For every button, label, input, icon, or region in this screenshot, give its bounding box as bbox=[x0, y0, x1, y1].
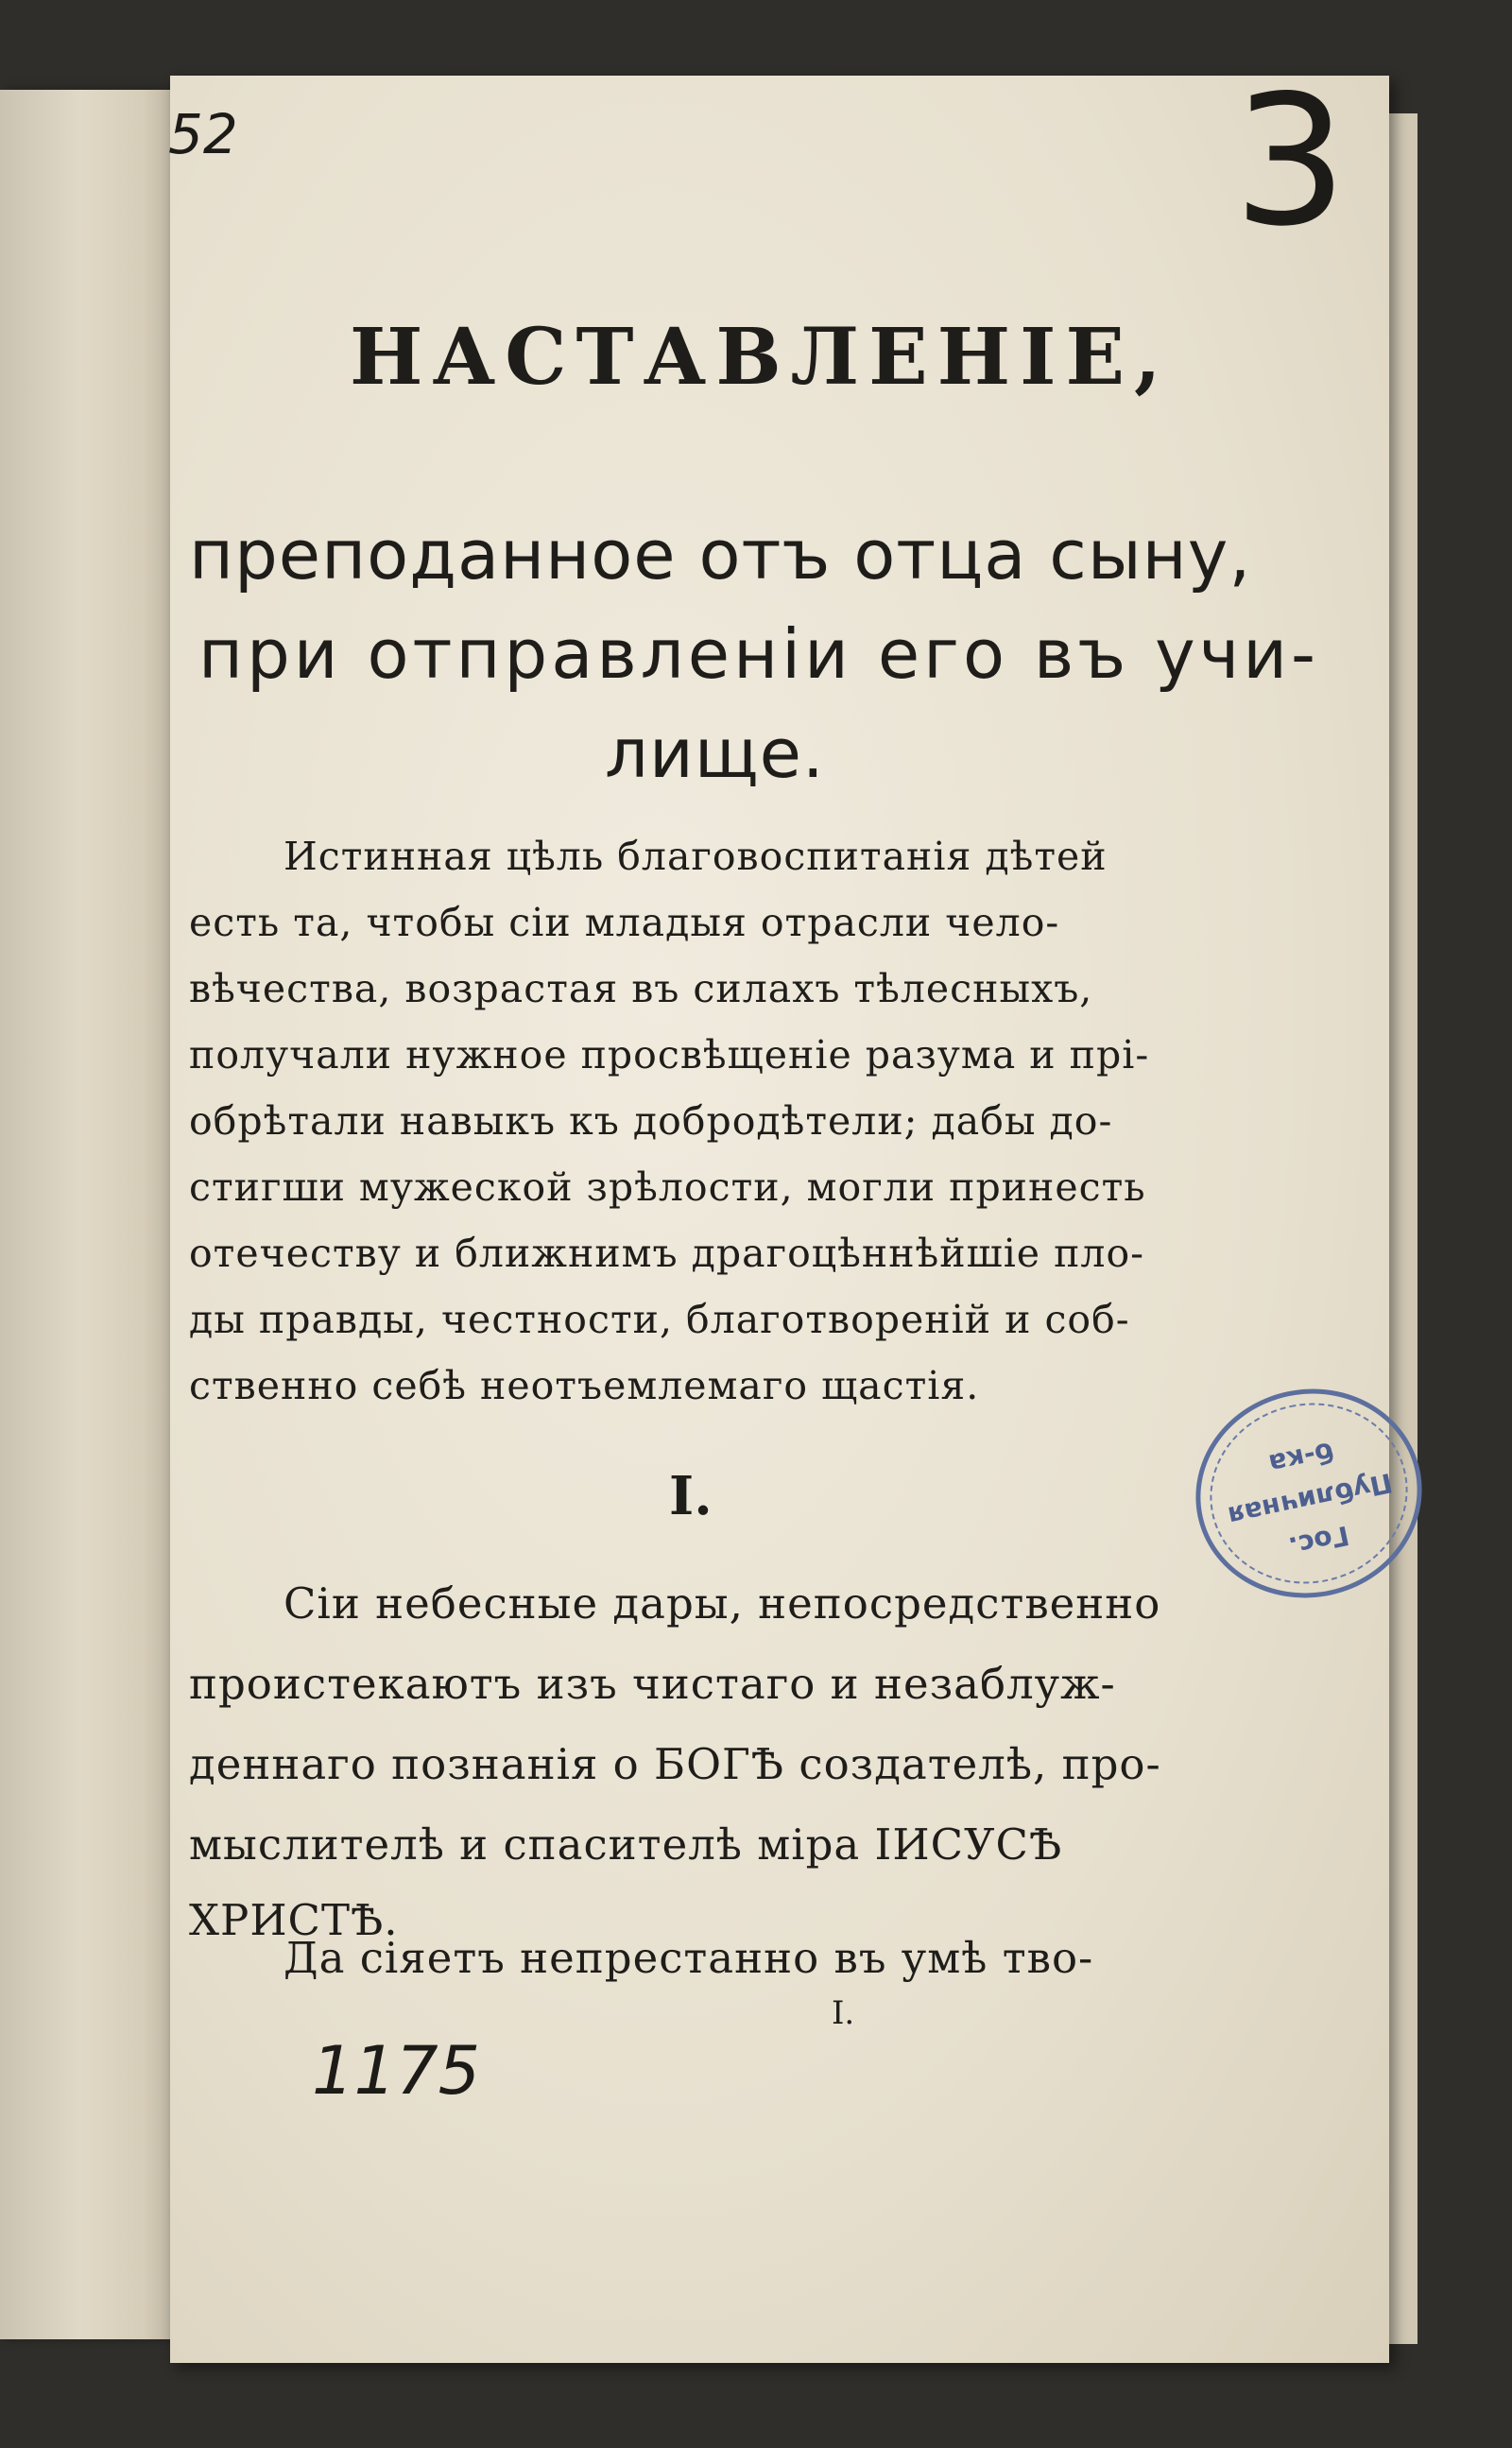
stamp-text: Публичная bbox=[1225, 1466, 1396, 1532]
intro-line: стигши мужеской зрѣлости, могли принесть bbox=[189, 1164, 1146, 1210]
handwritten-number-top-right: 3 bbox=[1233, 57, 1348, 266]
intro-line: ственно себѣ неотъемлемаго щастія. bbox=[189, 1363, 980, 1408]
section-line: Да сіяетъ непрестанно въ умѣ тво- bbox=[284, 1933, 1094, 1983]
intro-line: отечеству и ближнимъ драгоцѣннѣйшіе пло- bbox=[189, 1231, 1145, 1276]
section-line: мыслителѣ и спасителѣ міра ІИСУСѢ bbox=[189, 1819, 1063, 1870]
subtitle-line: преподанное отъ отца сыну, bbox=[189, 515, 1252, 595]
cover-leaf bbox=[0, 90, 180, 2339]
section-line: Сіи небесные дары, непосредственно bbox=[284, 1578, 1161, 1629]
stamp-text: б-ка bbox=[1265, 1436, 1337, 1480]
section-line: деннаго познанія о БОГѢ создателѣ, про- bbox=[189, 1739, 1161, 1789]
stamp-text: Гос. bbox=[1285, 1519, 1352, 1563]
handwritten-inventory-number: 1175 bbox=[312, 2032, 481, 2110]
signature-mark: I. bbox=[832, 1994, 855, 2032]
intro-line: вѣчества, возрастая въ силахъ тѣлесныхъ, bbox=[189, 966, 1093, 1011]
subtitle-line: лище. bbox=[605, 714, 825, 793]
page-title: НАСТАВЛЕНІЕ, bbox=[350, 312, 1171, 403]
intro-line: ды правды, честности, благотвореній и соб- bbox=[189, 1297, 1130, 1342]
intro-line: обрѣтали навыкъ къ добродѣтели; дабы до- bbox=[189, 1098, 1113, 1144]
intro-line: получали нужное просвѣщеніе разума и прі- bbox=[189, 1032, 1150, 1077]
subtitle-line: при отправленіи его въ учи- bbox=[198, 614, 1320, 694]
section-line: ХРИСТѢ. bbox=[189, 1895, 399, 1945]
section-heading: I. bbox=[669, 1465, 713, 1527]
handwritten-number-top-left: 52 bbox=[168, 102, 238, 166]
intro-line: есть та, чтобы сіи младыя отрасли чело- bbox=[189, 900, 1060, 945]
book-page bbox=[170, 76, 1389, 2363]
intro-line: Истинная цѣль благовоспитанія дѣтей bbox=[284, 834, 1108, 879]
section-line: проистекаютъ изъ чистаго и незаблуж- bbox=[189, 1659, 1116, 1709]
